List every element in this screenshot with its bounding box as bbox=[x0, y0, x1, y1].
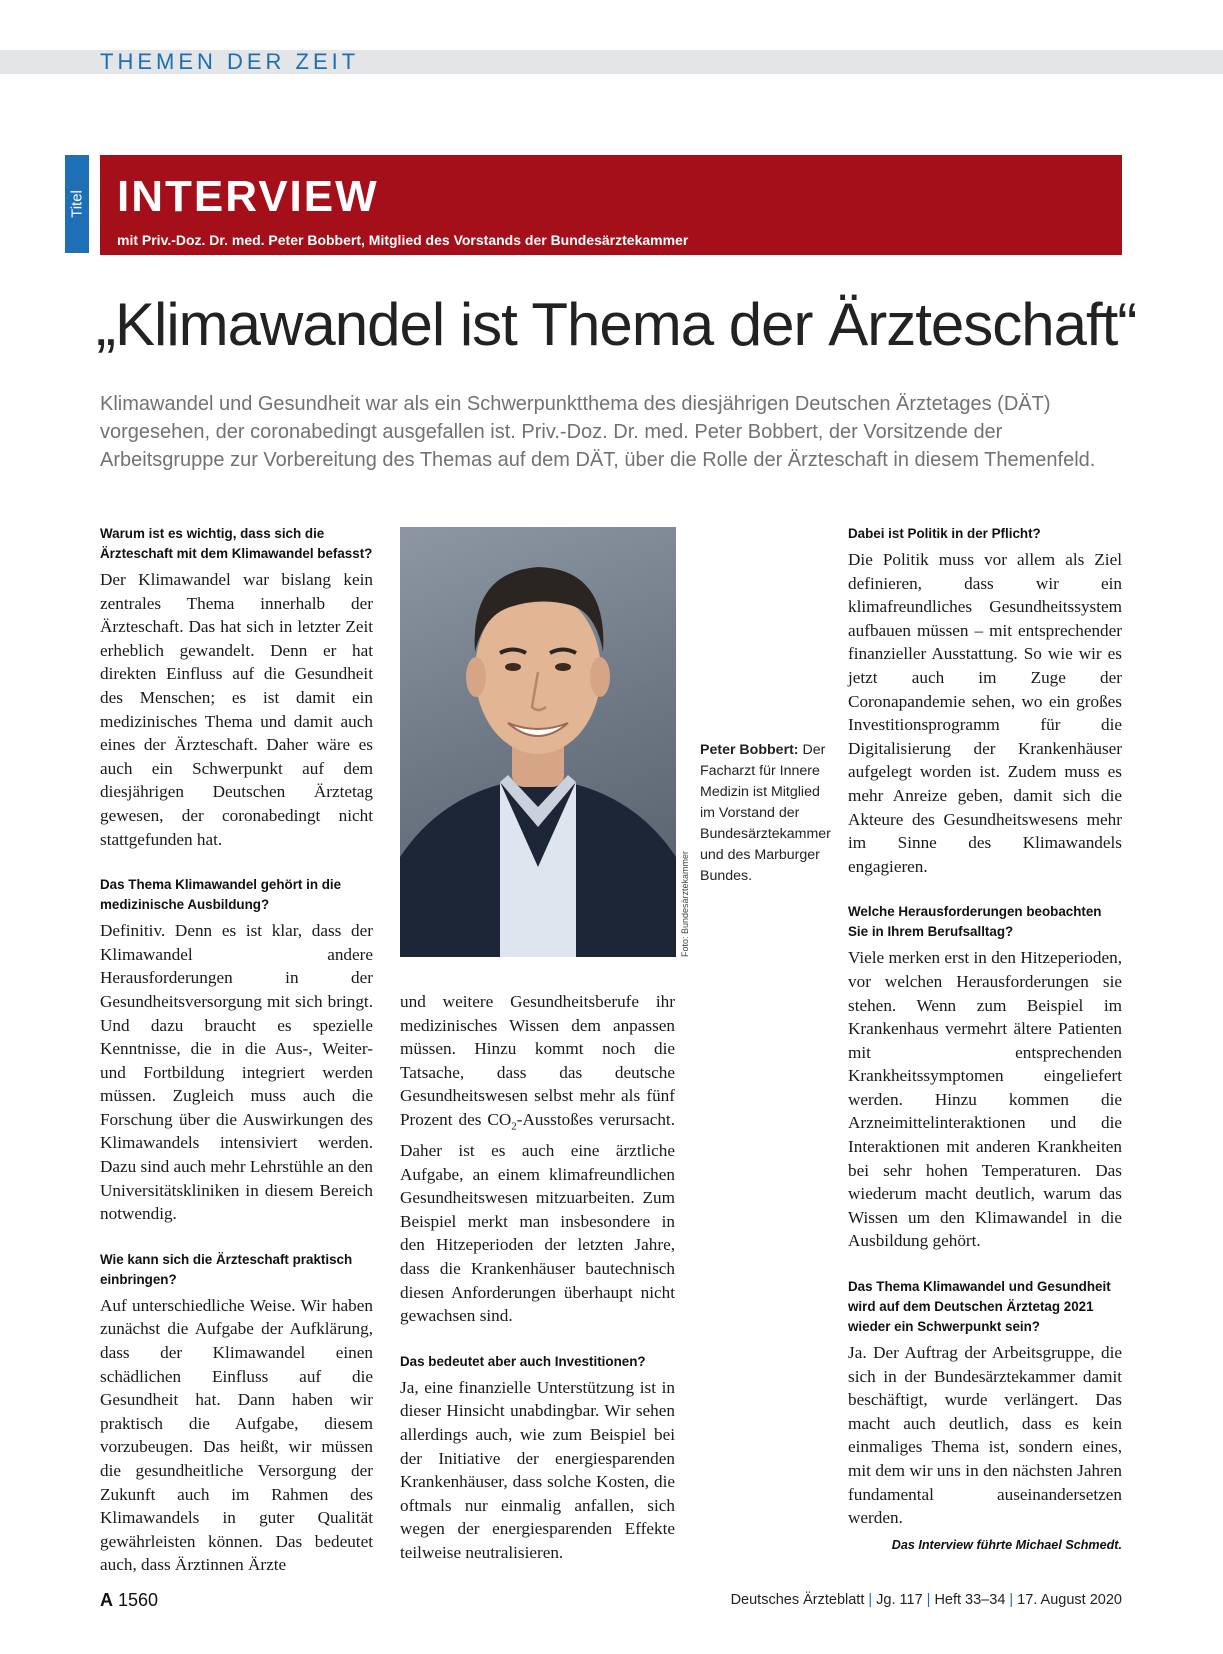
interview-banner bbox=[100, 155, 1122, 255]
page-number-value: 1560 bbox=[118, 1590, 159, 1610]
answer: Ja. Der Auftrag der Arbeitsgruppe, die sich in der Bundesärztekammer damit beschäftigt, wurde verlängert. Das macht auch deutlich, dass es kein einmaliges Thema ist, sondern eines, mit dem wir uns in den nächsten Jahren fundamental auseinandersetzen werden. bbox=[848, 1343, 1122, 1528]
answer: Definitiv. Denn es ist klar, dass der Klimawandel andere Herausforderungen in der Gesundheitsversorgung mit sich bringt. Und dazu braucht es spezielle Kenntnisse, die in die Aus-, Weiter- und Fortbildung integriert werden müssen. Zugleich muss auch die Forschung über die Auswirkungen des Klimawandels intensiviert werden. Dazu sind auch mehr Lehrstühle an den Universitätskliniken in diesem Bereich notwendig. bbox=[100, 921, 373, 1224]
journal-issue: Heft 33–34 bbox=[934, 1592, 1006, 1608]
section-label: THEMEN DER ZEIT bbox=[100, 49, 360, 74]
column-3 bbox=[848, 524, 1122, 1530]
question: Welche Herausforderungen beobachten Sie in Ihrem Berufsalltag? bbox=[848, 904, 1102, 940]
photo-caption bbox=[700, 740, 830, 887]
subscript: 2 bbox=[511, 1120, 517, 1133]
side-tab-label: Titel bbox=[68, 190, 86, 218]
page-number bbox=[100, 1590, 158, 1611]
caption-text: Der Facharzt für Innere Medizin ist Mitglied im Vorstand der Bundesärztekammer und des Marburger Bundes. bbox=[700, 742, 831, 884]
footer-meta: Deutsches Ärzteblatt | Jg. 117 | Heft 33–34 | 17. August 2020 bbox=[730, 1592, 1122, 1608]
answer: Ja, eine finanzielle Unterstützung ist in dieser Hinsicht unabdingbar. Wir sehen allerdings auch, wie zum Beispiel bei der Initiative der energiesparenden Krankenhäuser, dass solche Kosten, die oftmals nur einmalig anfallen, sich wegen der energiesparenden Effekte teilweise neutralisieren. bbox=[400, 1377, 675, 1562]
photo-credit: Foto: Bundesärztekammer bbox=[680, 850, 690, 957]
continuation-text: -Ausstoßes verursacht. Daher ist es auch eine ärztliche Aufgabe, an einem klimafreundlichen Gesundheitswesen mitzuarbeiten. Zum Beispiel merkt man insbesondere in den Hitzeperioden der letzten Jahre, dass die Krankenhäuser bautechnisch diesen Anforderungen überhaupt nicht gewachsen sind. bbox=[400, 1109, 675, 1326]
banner-title: INTERVIEW bbox=[117, 172, 379, 221]
page-prefix: A bbox=[100, 1590, 113, 1610]
article-lead: Klimawandel und Gesundheit war als ein Schwerpunktthema des diesjährigen Deutschen Ärztetages (DÄT) vorgesehen, der coronabedingt ausgefallen ist. Priv.-Doz. Dr. med. Peter Bobbert, der Vorsitzende der Arbeitsgruppe zur Vorbereitung des Themas auf dem DÄT, über die Rolle der Ärzteschaft in diesem Themenfeld. bbox=[100, 393, 1096, 471]
journal-name: Deutsches Ärzteblatt bbox=[730, 1592, 865, 1608]
banner-subtitle: mit Priv.-Doz. Dr. med. Peter Bobbert, Mitglied des Vorstands der Bundesärztekammer bbox=[117, 232, 689, 248]
question: Wie kann sich die Ärzteschaft praktisch einbringen? bbox=[100, 1251, 353, 1287]
question: Dabei ist Politik in der Pflicht? bbox=[848, 526, 1041, 541]
question: Das Thema Klimawandel und Gesundheit wird auf dem Deutschen Ärztetag 2021 wieder ein Schwerpunkt sein? bbox=[848, 1279, 1111, 1335]
column-1 bbox=[100, 524, 373, 1577]
answer: Der Klimawandel war bislang kein zentrales Thema innerhalb der Ärzteschaft. Das hat sich in letzter Zeit erheblich gewandelt. Denn er hat direkten Einfluss auf die Gesundheit des Menschen; es ist damit ein medizinisches Thema und damit auch eines der Ärzteschaft. Daher wäre es auch ein Schwerpunkt auf dem diesjährigen Deutschen Ärztetag gewesen, der coronabedingt nicht stattgefunden hat. bbox=[100, 570, 373, 849]
answer: Auf unterschiedliche Weise. Wir haben zunächst die Aufgabe der Aufklärung, dass der Klimawandel einen schädlichen Einfluss auf die Gesundheit hat. Dann haben wir praktisch die Aufgabe, diesem vorzubeugen. Das heißt, wir müssen die gesundheitliche Versorgung der Zukunft auch im Rahmen des Klimawandels in guter Qualität gewährleisten können. Das bedeutet auch, dass Ärztinnen Ärzte bbox=[100, 1295, 373, 1575]
interview-byline: Das Interview führte Michael Schmedt. bbox=[891, 1538, 1122, 1552]
column-2 bbox=[400, 990, 675, 1565]
journal-date: 17. August 2020 bbox=[1017, 1592, 1122, 1608]
question: Das Thema Klimawandel gehört in die medizinische Ausbildung? bbox=[100, 877, 342, 913]
portrait-illustration bbox=[400, 527, 676, 957]
journal-volume: Jg. 117 bbox=[876, 1592, 923, 1608]
article-headline: „Klimawandel ist Thema der Ärzteschaft“ bbox=[96, 291, 1137, 358]
question: Das bedeutet aber auch Investitionen? bbox=[400, 1353, 646, 1369]
caption-name: Peter Bobbert: bbox=[700, 742, 799, 758]
portrait-photo bbox=[400, 527, 676, 957]
answer-continuation bbox=[400, 990, 675, 1328]
continuation-text: und weitere Gesundheitsberufe ihr medizinisches Wissen dem anpassen müssen. Hinzu kommt noch die Tatsache, dass das deutsche Gesundheitswesen selbst mehr als fünf Prozent des CO bbox=[400, 992, 675, 1129]
side-tab bbox=[65, 155, 89, 253]
answer: Viele merken erst in den Hitzeperioden, vor welchen Herausforderungen sie stehen. Wenn zum Beispiel im Krankenhaus vermehrt ältere Patienten mit entsprechenden Krankheitssymptomen eingeliefert werden. Hinzu kommen die Arzneimittelinteraktionen und die Interaktionen mit anderen Krankheiten bei sehr hohen Temperaturen. Das wiederum macht deutlich, warum das Wissen um den Klimawandel in die Ausbildung gehört. bbox=[848, 948, 1122, 1251]
answer: Die Politik muss vor allem als Ziel definieren, dass wir ein klimafreundliches Gesundheitssystem aufbauen müssen – mit entsprechender finanzieller Ausstattung. So wie wir es jetzt auch im Zuge der Coronapandemie sehen, wo ein großes Investitionsprogramm für die Digitalisierung der Krankenhäuser aufgelegt worden ist. Zudem muss es mehr Anreize geben, damit sich die Akteure des Gesundheitswesens mehr im Sinne des Klimawandels engagieren. bbox=[848, 550, 1122, 876]
question: Warum ist es wichtig, dass sich die Ärzteschaft mit dem Klimawandel befasst? bbox=[100, 526, 373, 561]
